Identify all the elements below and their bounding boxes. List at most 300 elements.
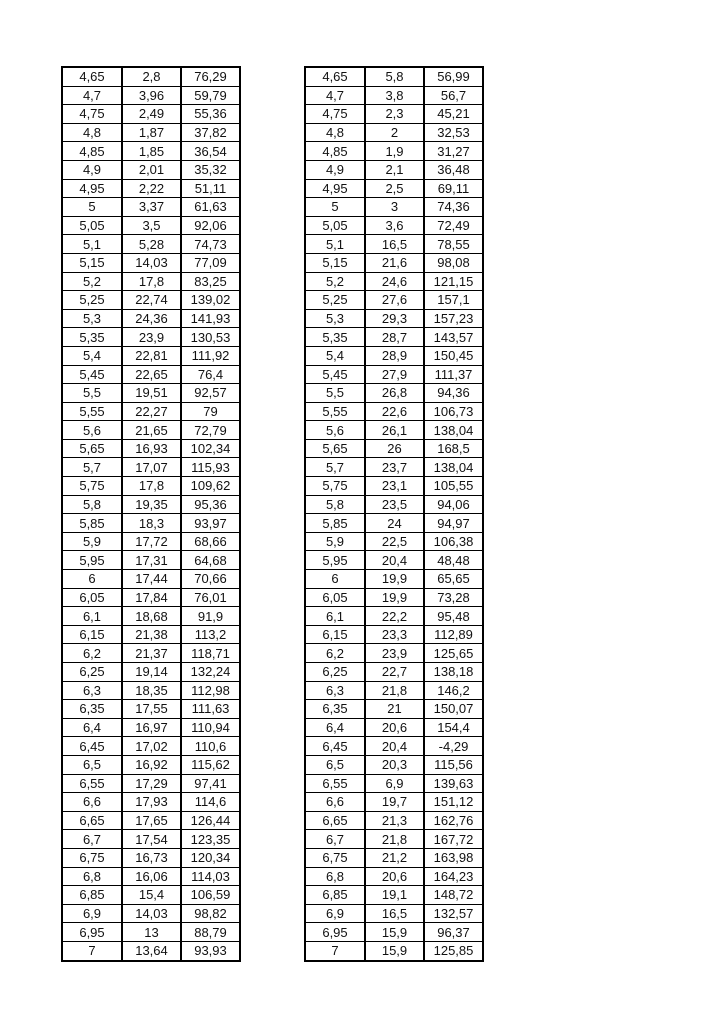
table-row <box>305 830 483 849</box>
table-cell: 6,3 <box>305 681 365 700</box>
table-cell: 21,37 <box>122 644 181 663</box>
table-cell: 3,37 <box>122 198 181 217</box>
table-cell: 4,95 <box>305 179 365 198</box>
table-cell: 6,15 <box>305 625 365 644</box>
table-row <box>305 774 483 793</box>
table-cell: 73,28 <box>424 588 483 607</box>
table-row <box>305 253 483 272</box>
table-row <box>305 551 483 570</box>
table-cell: 6,35 <box>62 700 122 719</box>
table-row <box>62 198 240 217</box>
table-cell: 17,44 <box>122 570 181 589</box>
table-row <box>305 514 483 533</box>
table-cell: 22,74 <box>122 291 181 310</box>
table-cell: 24,6 <box>365 272 424 291</box>
table-cell: 6 <box>62 570 122 589</box>
table-cell: 97,41 <box>181 774 240 793</box>
table-cell: 23,9 <box>365 644 424 663</box>
table-cell: 72,49 <box>424 216 483 235</box>
table-cell: 24,36 <box>122 309 181 328</box>
table-cell: 130,53 <box>181 328 240 347</box>
table-row <box>305 291 483 310</box>
table-cell: 6,3 <box>62 681 122 700</box>
table-cell: 96,37 <box>424 923 483 942</box>
table-cell: 23,1 <box>365 477 424 496</box>
table-cell: 3,6 <box>365 216 424 235</box>
table-cell: 18,3 <box>122 514 181 533</box>
table-cell: 92,06 <box>181 216 240 235</box>
table-cell: 105,55 <box>424 477 483 496</box>
table-cell: 115,56 <box>424 755 483 774</box>
table-cell: 7 <box>62 941 122 960</box>
table-cell: 17,72 <box>122 532 181 551</box>
table-row <box>62 551 240 570</box>
table-row <box>305 346 483 365</box>
table-cell: 5,55 <box>62 402 122 421</box>
table-cell: 132,57 <box>424 904 483 923</box>
table-cell: 93,93 <box>194 943 227 959</box>
table-cell: 6,05 <box>62 588 122 607</box>
table-cell: 112,89 <box>424 625 483 644</box>
table-row <box>305 216 483 235</box>
table-cell: 35,32 <box>181 160 240 179</box>
table-cell: 20,4 <box>365 551 424 570</box>
table-row <box>305 607 483 626</box>
table-row <box>305 198 483 217</box>
table-cell: 22,6 <box>365 402 424 421</box>
table-cell: 28,7 <box>365 328 424 347</box>
table-cell: 5,35 <box>305 328 365 347</box>
table-cell: 6,25 <box>62 663 122 682</box>
table-cell: 157,1 <box>424 291 483 310</box>
table-cell: 112,98 <box>181 681 240 700</box>
table-cell: 14,03 <box>122 904 181 923</box>
table-cell: 3,5 <box>122 216 181 235</box>
table-cell: 5,1 <box>305 235 365 254</box>
table-cell: 91,9 <box>181 607 240 626</box>
table-cell: 6,8 <box>305 867 365 886</box>
table-cell: 56,7 <box>424 86 483 105</box>
table-row <box>62 607 240 626</box>
table-row <box>62 67 240 86</box>
table-cell: 69,11 <box>424 179 483 198</box>
table-cell: 4,95 <box>62 179 122 198</box>
table-cell: 21,8 <box>365 830 424 849</box>
table-row <box>62 570 240 589</box>
table-cell: 4,75 <box>62 105 122 124</box>
table-cell: 6,55 <box>62 774 122 793</box>
table-cell: 168,5 <box>424 439 483 458</box>
table-cell: 20,6 <box>365 718 424 737</box>
table-cell: 21,8 <box>365 681 424 700</box>
table-cell: 6,9 <box>62 904 122 923</box>
table-cell: 5,9 <box>305 532 365 551</box>
table-cell: 18,68 <box>122 607 181 626</box>
table-cell: 26 <box>365 439 424 458</box>
table-cell: 22,7 <box>365 663 424 682</box>
table-cell: 98,82 <box>181 904 240 923</box>
table-row <box>305 142 483 161</box>
table-cell: 164,23 <box>424 867 483 886</box>
table-cell: 125,65 <box>424 644 483 663</box>
table-cell: 114,6 <box>181 793 240 812</box>
table-cell: 23,3 <box>365 625 424 644</box>
table-cell: 4,85 <box>62 142 122 161</box>
table-cell: 76,29 <box>181 67 240 86</box>
table-cell: 4,8 <box>305 123 365 142</box>
table-cell: 15,9 <box>365 941 424 960</box>
table-cell: 74,73 <box>181 235 240 254</box>
table-cell: 18,35 <box>122 681 181 700</box>
table-cell: 4,75 <box>305 105 365 124</box>
table-row <box>62 700 240 719</box>
table-cell: 111,37 <box>424 365 483 384</box>
data-table-left-body <box>62 67 240 961</box>
table-cell: 3,96 <box>122 86 181 105</box>
table-cell: 27,9 <box>365 365 424 384</box>
table-cell: 16,92 <box>122 755 181 774</box>
table-cell: 5,4 <box>305 346 365 365</box>
table-cell: 148,72 <box>424 886 483 905</box>
table-cell: 4,9 <box>62 160 122 179</box>
table-row <box>62 216 240 235</box>
table-cell: 6,7 <box>305 830 365 849</box>
table-row <box>305 328 483 347</box>
table-cell: 6,6 <box>305 793 365 812</box>
table-cell: 2,1 <box>365 160 424 179</box>
table-row <box>305 67 483 86</box>
table-row <box>62 328 240 347</box>
table-row <box>62 495 240 514</box>
table-cell: 5 <box>305 198 365 217</box>
table-cell: 21,38 <box>122 625 181 644</box>
table-row <box>305 793 483 812</box>
table-cell: 151,12 <box>424 793 483 812</box>
table-cell: 123,35 <box>181 830 240 849</box>
table-cell: 45,21 <box>424 105 483 124</box>
table-cell: 3 <box>365 198 424 217</box>
table-cell: 21,3 <box>365 811 424 830</box>
table-row <box>62 681 240 700</box>
table-row <box>305 179 483 198</box>
table-row <box>305 755 483 774</box>
table-row <box>62 346 240 365</box>
table-cell: 94,97 <box>424 514 483 533</box>
table-row <box>62 830 240 849</box>
table-row <box>62 811 240 830</box>
table-row <box>62 439 240 458</box>
table-row <box>62 105 240 124</box>
table-cell: 5,05 <box>62 216 122 235</box>
table-cell: 19,14 <box>122 663 181 682</box>
table-row <box>305 384 483 403</box>
table-cell: 1,85 <box>122 142 181 161</box>
table-cell: 15,9 <box>365 923 424 942</box>
table-cell: 102,34 <box>181 439 240 458</box>
table-cell: 5,8 <box>62 495 122 514</box>
table-cell: 5,45 <box>62 365 122 384</box>
table-cell: 6,8 <box>62 867 122 886</box>
table-cell: 19,7 <box>365 793 424 812</box>
table-row <box>305 402 483 421</box>
table-row <box>62 160 240 179</box>
table-row <box>62 848 240 867</box>
table-cell: 6,75 <box>62 848 122 867</box>
table-cell: 115,93 <box>181 458 240 477</box>
table-cell: 51,11 <box>181 179 240 198</box>
table-cell: 4,7 <box>305 86 365 105</box>
table-cell: 22,2 <box>365 607 424 626</box>
table-row <box>62 272 240 291</box>
table-cell: 16,5 <box>365 235 424 254</box>
table-cell: 6,85 <box>305 886 365 905</box>
table-cell: 4,9 <box>305 160 365 179</box>
table-cell: 27,6 <box>365 291 424 310</box>
data-table-left <box>61 66 241 962</box>
table-cell: 16,06 <box>122 867 181 886</box>
table-cell: 17,07 <box>122 458 181 477</box>
table-cell: 106,38 <box>424 532 483 551</box>
table-cell: 22,81 <box>122 346 181 365</box>
table-cell: 6,1 <box>305 607 365 626</box>
table-cell: 16,97 <box>122 718 181 737</box>
table-cell: 29,3 <box>365 309 424 328</box>
table-cell: 5,25 <box>305 291 365 310</box>
table-cell: 72,79 <box>181 421 240 440</box>
table-cell: 5,3 <box>305 309 365 328</box>
table-cell: 6,1 <box>62 607 122 626</box>
table-cell: 5,6 <box>305 421 365 440</box>
table-cell: 5,65 <box>62 439 122 458</box>
table-row <box>62 774 240 793</box>
table-row <box>62 514 240 533</box>
table-cell: 13,64 <box>122 941 181 960</box>
table-cell: 5,65 <box>305 439 365 458</box>
table-cell: 36,48 <box>424 160 483 179</box>
table-cell: 14,03 <box>122 253 181 272</box>
table-cell: 48,48 <box>424 551 483 570</box>
table-cell: 5,95 <box>305 551 365 570</box>
table-cell: 6,6 <box>62 793 122 812</box>
table-cell: 167,72 <box>424 830 483 849</box>
table-cell: 132,24 <box>181 663 240 682</box>
table-cell: 6,65 <box>305 811 365 830</box>
table-cell: 6,9 <box>305 904 365 923</box>
table-cell: 6,85 <box>62 886 122 905</box>
table-cell: 61,63 <box>181 198 240 217</box>
table-cell: 79 <box>181 402 240 421</box>
table-cell: 92,57 <box>181 384 240 403</box>
table-cell: 2,5 <box>365 179 424 198</box>
table-cell: 113,2 <box>181 625 240 644</box>
table-cell: 16,5 <box>365 904 424 923</box>
table-cell: 77,09 <box>181 253 240 272</box>
table-row <box>62 458 240 477</box>
table-row <box>305 886 483 905</box>
table-cell: 150,45 <box>424 346 483 365</box>
table-cell: 141,93 <box>181 309 240 328</box>
table-row <box>305 160 483 179</box>
table-cell: 6,45 <box>305 737 365 756</box>
table-row <box>305 867 483 886</box>
table-cell: 88,79 <box>181 923 240 942</box>
table-row <box>305 123 483 142</box>
table-cell: 6,4 <box>305 718 365 737</box>
table-cell: 17,31 <box>122 551 181 570</box>
table-cell: 5,8 <box>305 495 365 514</box>
table-cell: 31,27 <box>424 142 483 161</box>
table-cell: 70,66 <box>181 570 240 589</box>
table-cell: 2,49 <box>122 105 181 124</box>
table-cell: 111,63 <box>181 700 240 719</box>
table-cell: 6,9 <box>365 774 424 793</box>
table-cell: 4,85 <box>305 142 365 161</box>
table-cell: 4,65 <box>305 67 365 86</box>
table-cell: 56,99 <box>424 67 483 86</box>
table-cell: 6,2 <box>62 644 122 663</box>
table-cell: 16,93 <box>122 439 181 458</box>
table-cell: 162,76 <box>424 811 483 830</box>
table-cell: 6,5 <box>305 755 365 774</box>
table-row <box>305 588 483 607</box>
table-cell: 17,65 <box>122 811 181 830</box>
table-row <box>62 532 240 551</box>
table-row <box>62 384 240 403</box>
table-cell: 22,27 <box>122 402 181 421</box>
table-cell: 16,73 <box>122 848 181 867</box>
table-cell: 115,62 <box>181 755 240 774</box>
table-cell: 76,01 <box>181 588 240 607</box>
table-row <box>305 904 483 923</box>
table-cell: 5,75 <box>305 477 365 496</box>
table-cell: 5 <box>62 198 122 217</box>
table-cell: 23,7 <box>365 458 424 477</box>
table-cell: 143,57 <box>424 328 483 347</box>
table-cell: 15,4 <box>122 886 181 905</box>
table-cell: 6,7 <box>62 830 122 849</box>
table-cell: 37,82 <box>181 123 240 142</box>
table-cell: 5,28 <box>122 235 181 254</box>
table-cell: 110,6 <box>181 737 240 756</box>
table-row <box>305 718 483 737</box>
table-cell: 6,25 <box>305 663 365 682</box>
table-cell: 6 <box>305 570 365 589</box>
table-row <box>305 848 483 867</box>
table-cell: 64,68 <box>181 551 240 570</box>
table-cell: 2,01 <box>122 160 181 179</box>
table-cell: 157,23 <box>424 309 483 328</box>
table-cell: 19,35 <box>122 495 181 514</box>
table-cell: 6,5 <box>62 755 122 774</box>
table-cell: 95,48 <box>424 607 483 626</box>
table-row <box>305 495 483 514</box>
table-cell: 74,36 <box>424 198 483 217</box>
table-cell: 65,65 <box>424 570 483 589</box>
table-cell: 28,9 <box>365 346 424 365</box>
table-row <box>305 811 483 830</box>
table-row <box>305 272 483 291</box>
table-cell: 94,06 <box>424 495 483 514</box>
table-cell: 5,2 <box>305 272 365 291</box>
table-cell: 21,2 <box>365 848 424 867</box>
table-cell: 5,15 <box>305 253 365 272</box>
table-cell: 5,95 <box>62 551 122 570</box>
table-cell: 24 <box>365 514 424 533</box>
table-cell: 20,3 <box>365 755 424 774</box>
table-cell: 154,4 <box>424 718 483 737</box>
table-cell: 5,6 <box>62 421 122 440</box>
table-cell: 5,2 <box>62 272 122 291</box>
table-row <box>62 123 240 142</box>
table-cell: 106,59 <box>181 886 240 905</box>
table-cell: 17,84 <box>122 588 181 607</box>
table-row <box>305 737 483 756</box>
table-cell: 5,4 <box>62 346 122 365</box>
table-cell: 6,65 <box>62 811 122 830</box>
table-row <box>62 886 240 905</box>
table-cell: 139,02 <box>181 291 240 310</box>
table-cell: 20,4 <box>365 737 424 756</box>
table-cell: 106,73 <box>424 402 483 421</box>
table-cell: 150,07 <box>424 700 483 719</box>
table-cell: 98,08 <box>424 253 483 272</box>
table-cell: 5,55 <box>305 402 365 421</box>
table-row <box>62 291 240 310</box>
table-cell: 5,8 <box>365 67 424 86</box>
table-row <box>62 718 240 737</box>
table-row <box>62 142 240 161</box>
table-cell: 125,85 <box>433 943 474 959</box>
table-cell: 4,65 <box>62 67 122 86</box>
table-cell: 3,8 <box>365 86 424 105</box>
table-cell: 5,3 <box>62 309 122 328</box>
table-cell: 19,51 <box>122 384 181 403</box>
table-row <box>62 253 240 272</box>
table-cell: 23,9 <box>122 328 181 347</box>
table-cell: 126,44 <box>181 811 240 830</box>
table-row <box>62 421 240 440</box>
table-cell: 17,54 <box>122 830 181 849</box>
table-cell: 20,6 <box>365 867 424 886</box>
table-cell: 17,02 <box>122 737 181 756</box>
table-row <box>305 309 483 328</box>
table-row <box>62 477 240 496</box>
table-row <box>305 439 483 458</box>
table-cell: 17,29 <box>122 774 181 793</box>
table-row <box>305 105 483 124</box>
table-cell: 17,8 <box>122 477 181 496</box>
table-row <box>62 737 240 756</box>
table-cell: 55,36 <box>181 105 240 124</box>
table-cell: 2,8 <box>122 67 181 86</box>
table-cell: 5,85 <box>305 514 365 533</box>
table-cell: 93,97 <box>181 514 240 533</box>
table-row <box>305 570 483 589</box>
table-row <box>62 309 240 328</box>
table-row <box>62 402 240 421</box>
table-cell: 17,93 <box>122 793 181 812</box>
table-cell: 138,04 <box>424 421 483 440</box>
data-table-right <box>304 66 484 962</box>
table-cell: 5,7 <box>305 458 365 477</box>
table-cell: 4,7 <box>62 86 122 105</box>
table-cell: 5,35 <box>62 328 122 347</box>
data-table-right-body <box>305 67 483 961</box>
table-cell: 146,2 <box>424 681 483 700</box>
table-cell: 59,79 <box>181 86 240 105</box>
table-cell: 6,15 <box>62 625 122 644</box>
table-cell: 2,3 <box>365 105 424 124</box>
